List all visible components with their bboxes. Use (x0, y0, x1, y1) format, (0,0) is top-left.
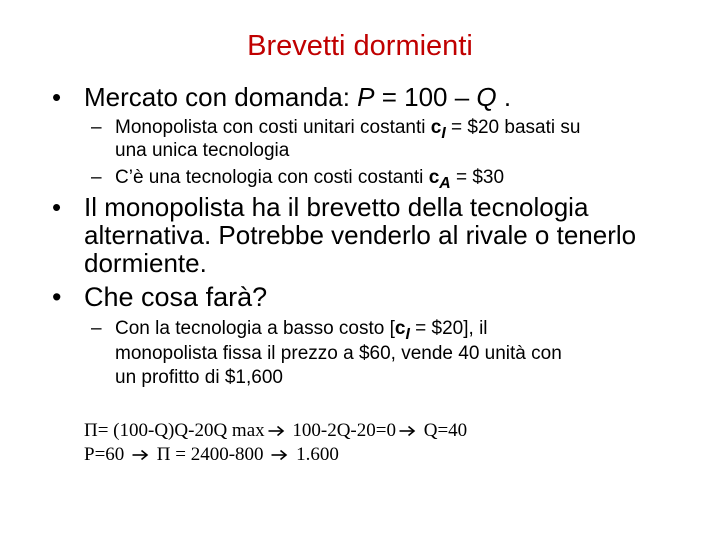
subbullet-text: Con la tecnologia a basso costo [$c_I$ = $20], il (115, 318, 488, 343)
bullet-text: Che cosa farà? (84, 282, 268, 312)
bullet-marker: • (52, 82, 62, 112)
arrow-right-icon (267, 425, 285, 437)
subbullet-monopolist-cost-cont: una unica tecnologia (115, 140, 290, 161)
subbullet-low-cost-cont-2: un profitto di $1,600 (115, 367, 283, 388)
formula-profit-max: Π= (100-Q)Q-20Q max 100-2Q-20=0 Q=40 (84, 420, 468, 441)
arrow-right-icon (270, 449, 288, 461)
slide-title: Brevetti dormienti (247, 30, 473, 62)
bullet-text: Mercato con domanda: P = 100 – Q . (84, 82, 512, 112)
subbullet-low-cost-cont-1: monopolista fissa il prezzo a $60, vende 40 unità con (115, 343, 562, 364)
dash-marker: – (91, 117, 102, 138)
bullet-patent-cont-1: alternativa. Potrebbe venderlo al rivale o tenerlo (84, 220, 637, 250)
subbullet-text: Monopolista con costi unitari costanti $c_I$ = $20 basati su (115, 117, 581, 142)
dash-marker: – (91, 167, 102, 188)
subbullet-text: C’è una tecnologia con costi costanti $c_A$ = $30 (115, 167, 505, 192)
arrow-right-icon (398, 425, 416, 437)
bullet-text: Il monopolista ha il brevetto della tecnologia (84, 192, 589, 222)
dash-marker: – (91, 318, 102, 339)
bullet-marker: • (52, 192, 62, 222)
arrow-right-icon (131, 449, 149, 461)
formula-result: P=60 Π = 2400-800 1.600 (84, 444, 339, 465)
bullet-marker: • (52, 282, 62, 312)
bullet-patent-cont-2: dormiente. (84, 248, 207, 278)
